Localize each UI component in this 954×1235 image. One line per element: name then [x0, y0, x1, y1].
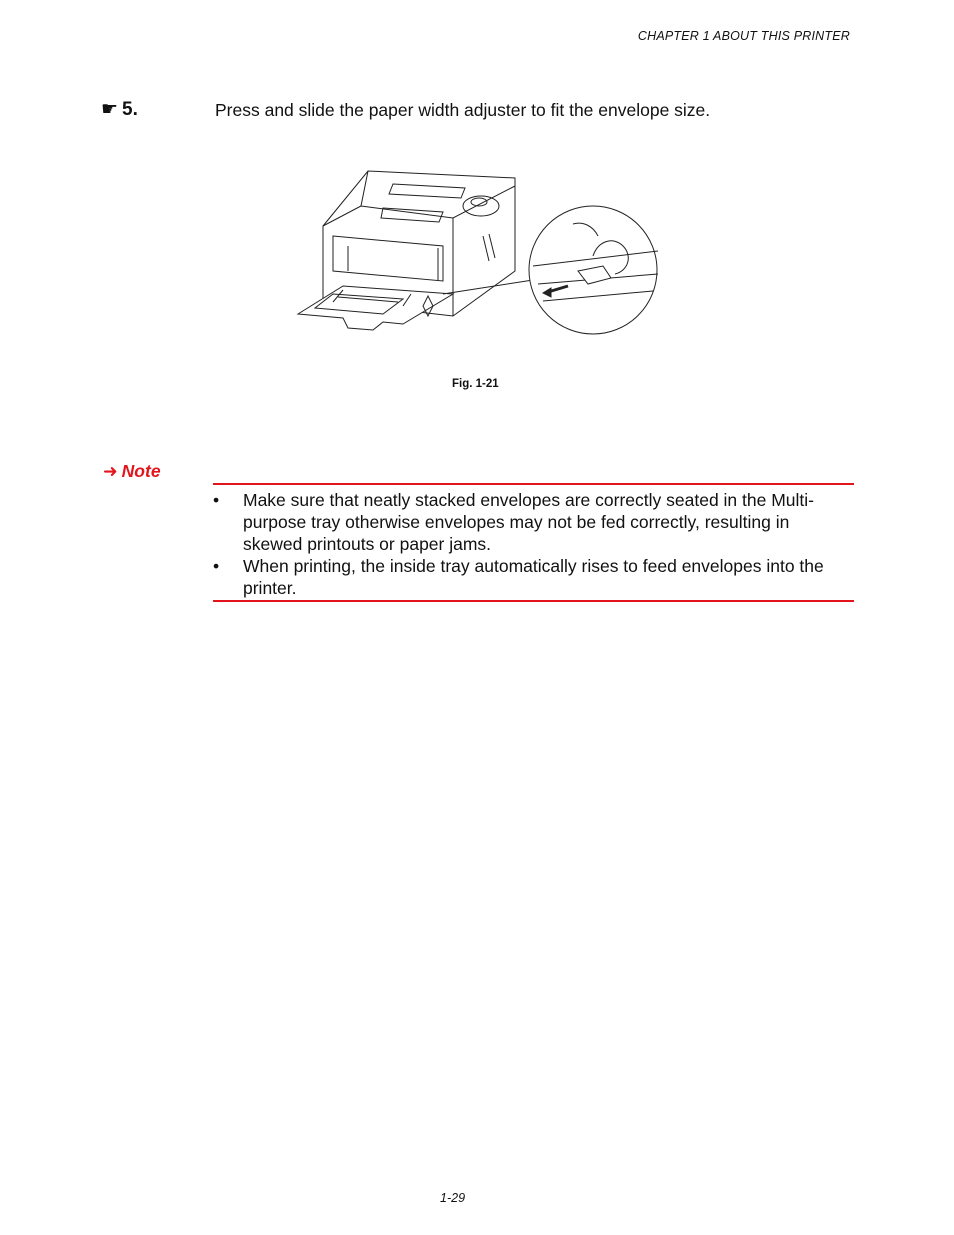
note-list: [213, 489, 854, 599]
step-instruction: Press and slide the paper width adjuster to fit the envelope size.: [215, 100, 711, 120]
magnified-detail: [529, 206, 658, 334]
chapter-header: CHAPTER 1 ABOUT THIS PRINTER: [637, 29, 850, 43]
page-number: 1-29: [440, 1191, 466, 1205]
arrow-icon: ➜: [103, 461, 118, 481]
note-item-text: Make sure that neatly stacked envelopes are correctly seated in the Multi-purpose tray otherwise envelopes may not be fed correctly, resulting in skewed printouts or paper jams.: [243, 490, 814, 554]
step-number: 5.: [122, 98, 138, 120]
note-title: Note: [121, 461, 161, 481]
note-heading: [103, 461, 161, 482]
pointing-hand-icon: ☛: [101, 99, 119, 120]
list-item: [213, 489, 854, 555]
list-item: [213, 555, 854, 599]
note-item-text: When printing, the inside tray automatically rises to feed envelopes into the printer.: [243, 556, 824, 598]
figure-caption: Fig. 1-21: [452, 378, 499, 390]
bullet: •: [213, 490, 220, 510]
bullet: •: [213, 556, 220, 576]
printer-illustration: [293, 166, 663, 336]
note-box: [213, 483, 854, 602]
step-marker: [101, 98, 138, 121]
printer-drawing: [298, 171, 533, 330]
